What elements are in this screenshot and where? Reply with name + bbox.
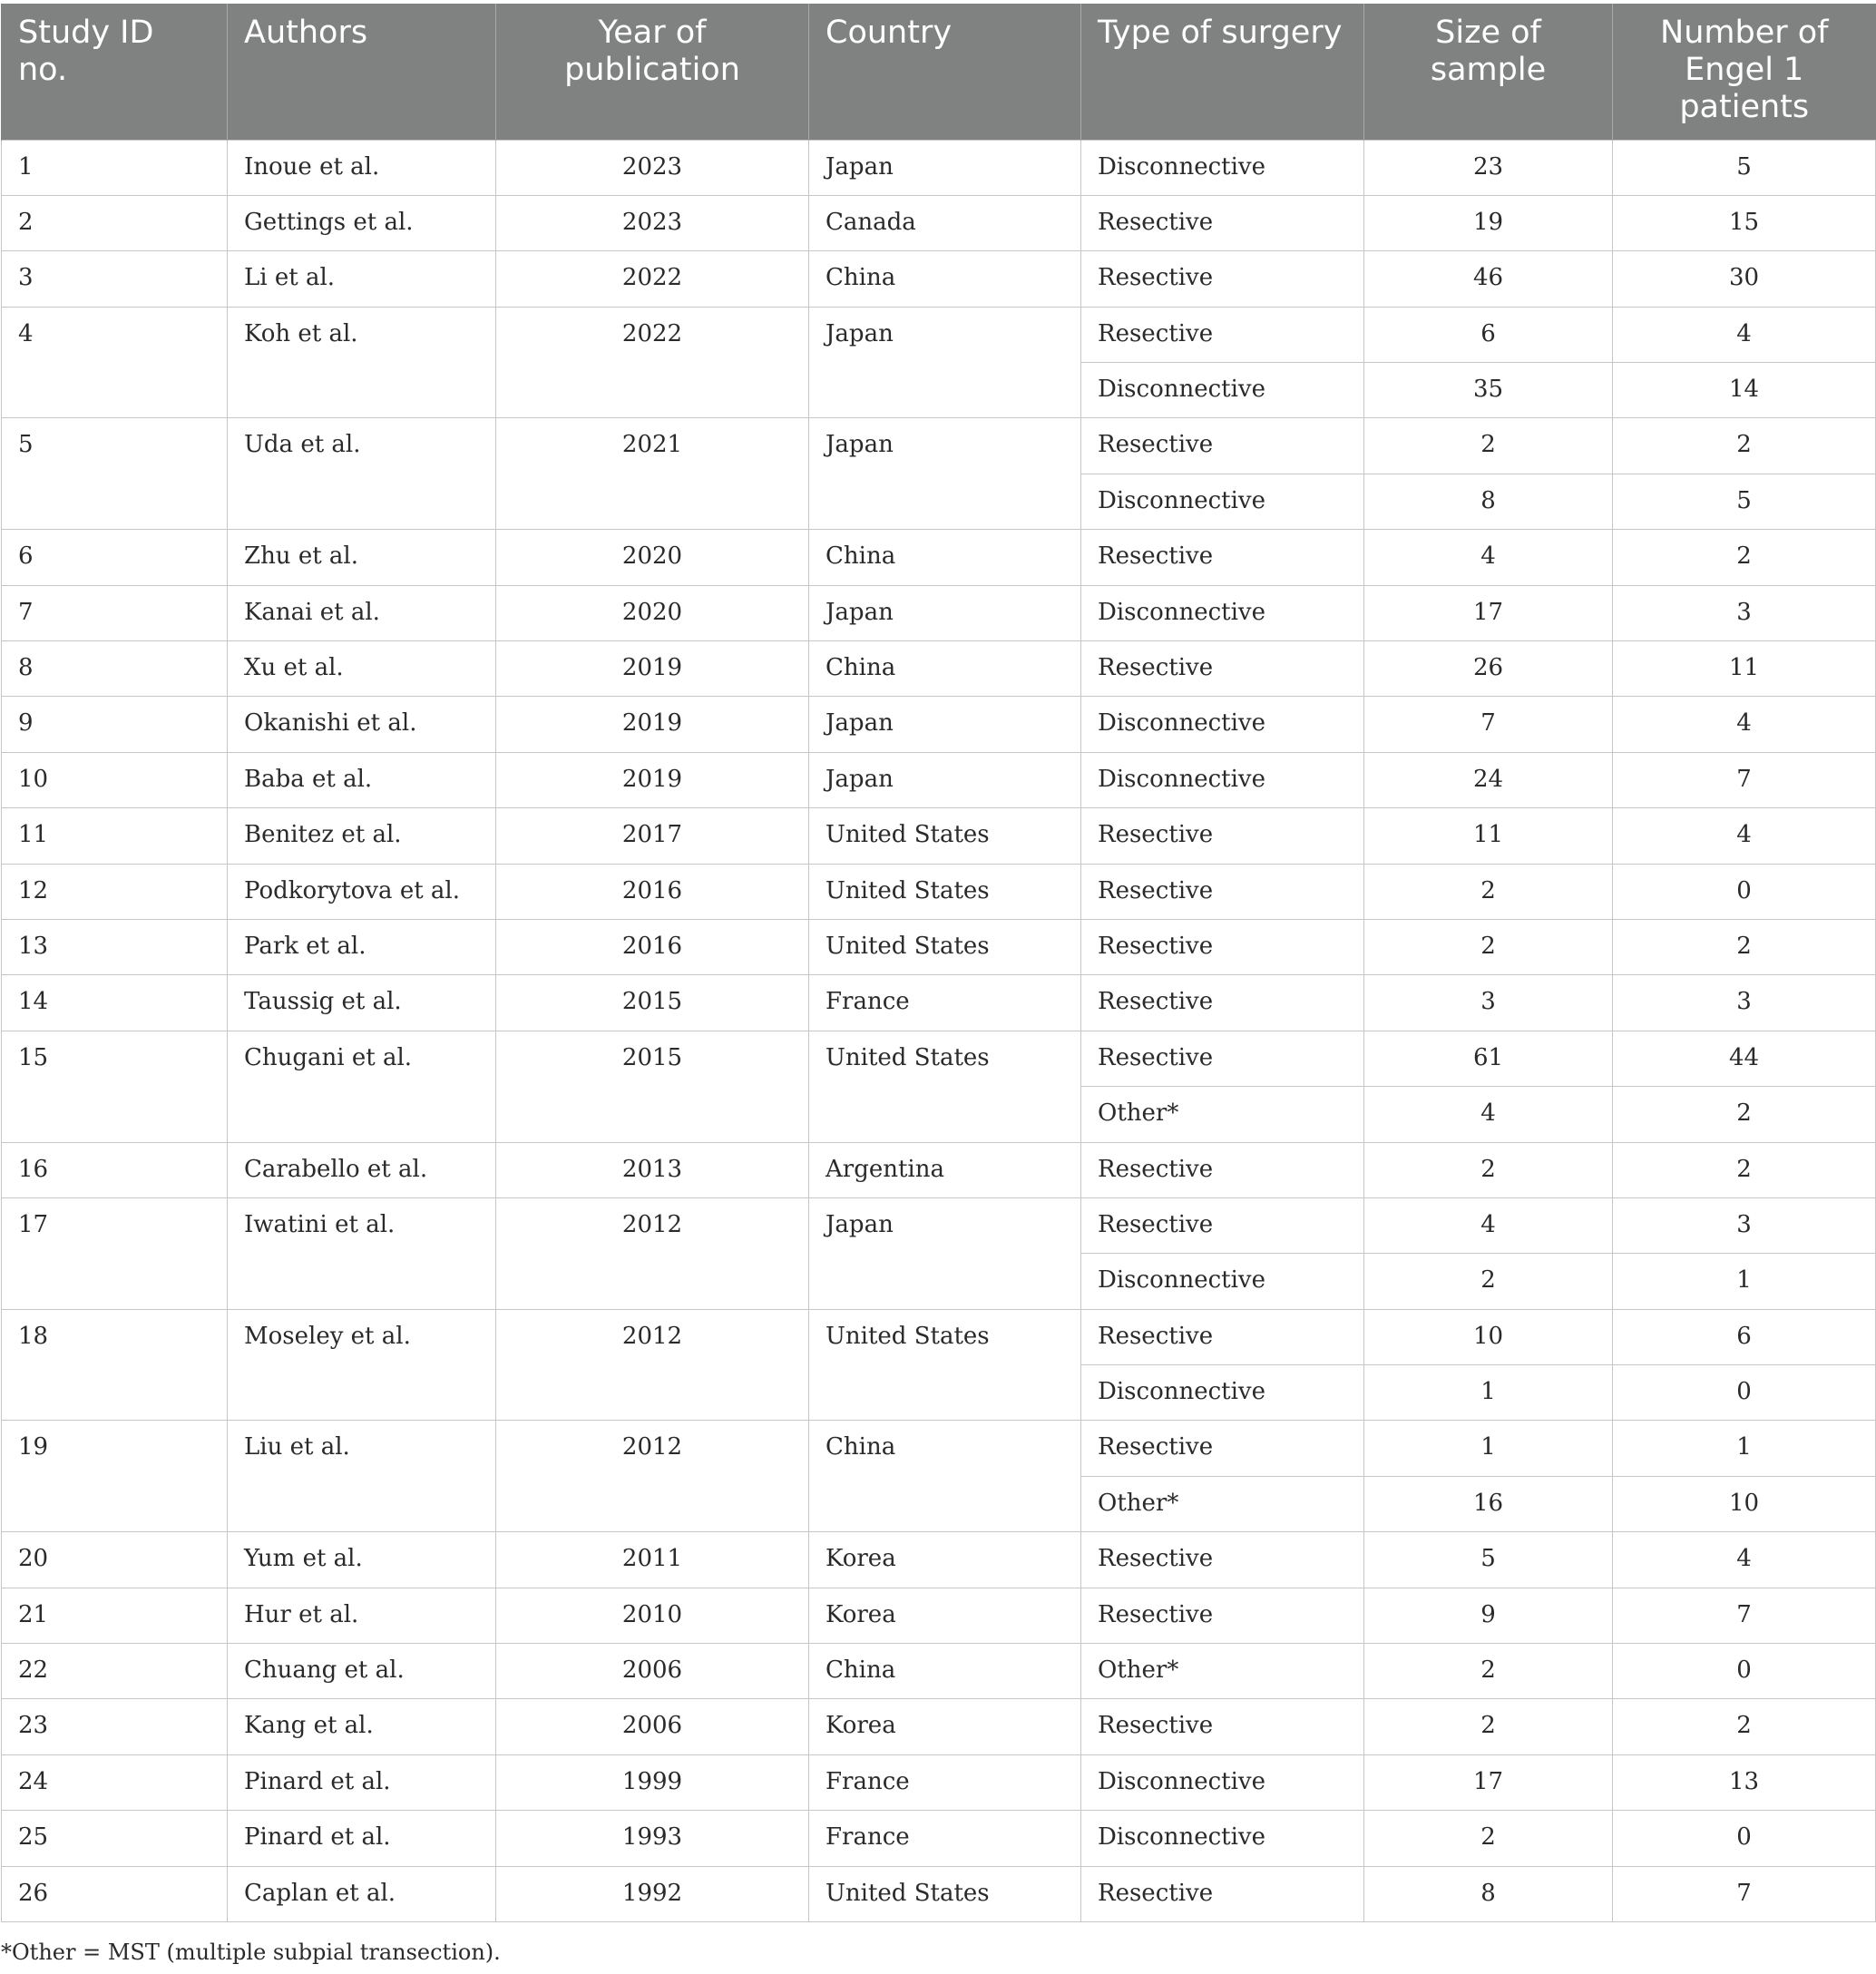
engel1-cell: 6 [1613, 1309, 1876, 1364]
engel1-cell: 11 [1613, 641, 1876, 697]
year-cell: 2021 [496, 418, 809, 530]
engel1-cell: 4 [1613, 808, 1876, 864]
country-cell: Korea [809, 1588, 1081, 1643]
table-row [2, 919, 1876, 974]
study-id-cell: 13 [2, 919, 228, 974]
year-cell: 2020 [496, 585, 809, 640]
table-row [2, 1588, 1876, 1643]
surgery-type-cell: Resective [1081, 251, 1364, 307]
engel1-cell: 2 [1613, 1142, 1876, 1197]
authors-cell: Benitez et al. [228, 808, 496, 864]
year-cell: 1992 [496, 1866, 809, 1921]
table-row [2, 864, 1876, 919]
sample-size-cell: 2 [1364, 864, 1613, 919]
table-row [2, 530, 1876, 585]
surgery-type-cell: Other* [1081, 1476, 1364, 1531]
sample-size-cell: 17 [1364, 585, 1613, 640]
study-id-cell: 25 [2, 1811, 228, 1866]
surgery-type-cell: Resective [1081, 1309, 1364, 1364]
country-cell: France [809, 1811, 1081, 1866]
surgery-type-cell: Resective [1081, 1588, 1364, 1643]
sample-size-cell: 2 [1364, 1142, 1613, 1197]
country-cell: Japan [809, 1197, 1081, 1309]
table-row [2, 752, 1876, 807]
country-cell: United States [809, 1309, 1081, 1421]
table-body [2, 140, 1876, 1922]
study-id-cell: 4 [2, 307, 228, 418]
year-cell: 2016 [496, 864, 809, 919]
authors-cell: Koh et al. [228, 307, 496, 418]
year-cell: 2016 [496, 919, 809, 974]
engel1-cell: 7 [1613, 1866, 1876, 1921]
sample-size-cell: 16 [1364, 1476, 1613, 1531]
surgery-type-cell: Disconnective [1081, 1365, 1364, 1421]
study-id-cell: 12 [2, 864, 228, 919]
table-row [2, 641, 1876, 697]
year-cell: 2020 [496, 530, 809, 585]
study-id-cell: 15 [2, 1031, 228, 1142]
sample-size-cell: 19 [1364, 195, 1613, 250]
study-id-cell: 7 [2, 585, 228, 640]
sample-size-cell: 5 [1364, 1532, 1613, 1588]
table-row [2, 1309, 1876, 1364]
table-row [2, 585, 1876, 640]
table-row [2, 1811, 1876, 1866]
country-cell: Korea [809, 1699, 1081, 1754]
sample-size-cell: 26 [1364, 641, 1613, 697]
surgery-type-cell: Resective [1081, 1197, 1364, 1253]
table-row [2, 1532, 1876, 1588]
header-sample-size: Size of sample [1364, 4, 1613, 140]
study-id-cell: 19 [2, 1421, 228, 1532]
year-cell: 2015 [496, 1031, 809, 1142]
study-id-cell: 10 [2, 752, 228, 807]
header-engel1: Number of Engel 1 patients [1613, 4, 1876, 140]
surgery-type-cell: Resective [1081, 641, 1364, 697]
study-id-cell: 14 [2, 975, 228, 1031]
authors-cell: Inoue et al. [228, 140, 496, 195]
sample-size-cell: 2 [1364, 1811, 1613, 1866]
authors-cell: Zhu et al. [228, 530, 496, 585]
engel1-cell: 10 [1613, 1476, 1876, 1531]
country-cell: Japan [809, 140, 1081, 195]
sample-size-cell: 1 [1364, 1365, 1613, 1421]
authors-cell: Okanishi et al. [228, 697, 496, 752]
sample-size-cell: 2 [1364, 1699, 1613, 1754]
authors-cell: Taussig et al. [228, 975, 496, 1031]
study-id-cell: 8 [2, 641, 228, 697]
engel1-cell: 2 [1613, 418, 1876, 474]
engel1-cell: 0 [1613, 864, 1876, 919]
country-cell: China [809, 530, 1081, 585]
table-row [2, 1421, 1876, 1476]
engel1-cell: 5 [1613, 140, 1876, 195]
year-cell: 2010 [496, 1588, 809, 1643]
surgery-type-cell: Disconnective [1081, 474, 1364, 529]
sample-size-cell: 1 [1364, 1421, 1613, 1476]
study-id-cell: 1 [2, 140, 228, 195]
authors-cell: Moseley et al. [228, 1309, 496, 1421]
year-cell: 2011 [496, 1532, 809, 1588]
table-row [2, 1699, 1876, 1754]
table-header [2, 4, 1876, 140]
study-id-cell: 11 [2, 808, 228, 864]
table-row [2, 697, 1876, 752]
table-row [2, 1754, 1876, 1810]
surgery-type-cell: Resective [1081, 1031, 1364, 1086]
engel1-cell: 0 [1613, 1365, 1876, 1421]
study-id-cell: 16 [2, 1142, 228, 1197]
sample-size-cell: 9 [1364, 1588, 1613, 1643]
table-row [2, 1866, 1876, 1921]
table-row [2, 307, 1876, 362]
studies-table [1, 4, 1876, 1922]
header-study-id: Study ID no. [2, 4, 228, 140]
engel1-cell: 1 [1613, 1421, 1876, 1476]
surgery-type-cell: Resective [1081, 808, 1364, 864]
authors-cell: Park et al. [228, 919, 496, 974]
table-row [2, 140, 1876, 195]
year-cell: 2012 [496, 1421, 809, 1532]
surgery-type-cell: Other* [1081, 1087, 1364, 1142]
country-cell: Japan [809, 585, 1081, 640]
surgery-type-cell: Resective [1081, 1699, 1364, 1754]
sample-size-cell: 3 [1364, 975, 1613, 1031]
authors-cell: Chugani et al. [228, 1031, 496, 1142]
sample-size-cell: 2 [1364, 1254, 1613, 1309]
table-footnote: *Other = MST (multiple subpial transection). [1, 1940, 501, 1965]
authors-cell: Gettings et al. [228, 195, 496, 250]
surgery-type-cell: Disconnective [1081, 1754, 1364, 1810]
surgery-type-cell: Disconnective [1081, 752, 1364, 807]
engel1-cell: 13 [1613, 1754, 1876, 1810]
study-id-cell: 20 [2, 1532, 228, 1588]
year-cell: 1993 [496, 1811, 809, 1866]
sample-size-cell: 35 [1364, 363, 1613, 418]
surgery-type-cell: Resective [1081, 919, 1364, 974]
engel1-cell: 4 [1613, 697, 1876, 752]
study-id-cell: 2 [2, 195, 228, 250]
surgery-type-cell: Other* [1081, 1644, 1364, 1699]
country-cell: France [809, 1754, 1081, 1810]
engel1-cell: 0 [1613, 1811, 1876, 1866]
sample-size-cell: 24 [1364, 752, 1613, 807]
country-cell: Japan [809, 697, 1081, 752]
sample-size-cell: 10 [1364, 1309, 1613, 1364]
country-cell: China [809, 641, 1081, 697]
sample-size-cell: 8 [1364, 474, 1613, 529]
study-id-cell: 5 [2, 418, 228, 530]
header-country: Country [809, 4, 1081, 140]
country-cell: China [809, 1421, 1081, 1532]
country-cell: Canada [809, 195, 1081, 250]
engel1-cell: 7 [1613, 752, 1876, 807]
authors-cell: Baba et al. [228, 752, 496, 807]
country-cell: France [809, 975, 1081, 1031]
table-row [2, 808, 1876, 864]
engel1-cell: 14 [1613, 363, 1876, 418]
sample-size-cell: 4 [1364, 530, 1613, 585]
sample-size-cell: 61 [1364, 1031, 1613, 1086]
country-cell: United States [809, 1031, 1081, 1142]
engel1-cell: 2 [1613, 919, 1876, 974]
sample-size-cell: 2 [1364, 919, 1613, 974]
study-id-cell: 18 [2, 1309, 228, 1421]
surgery-type-cell: Resective [1081, 530, 1364, 585]
year-cell: 2022 [496, 307, 809, 418]
table-row [2, 1142, 1876, 1197]
study-id-cell: 26 [2, 1866, 228, 1921]
study-id-cell: 17 [2, 1197, 228, 1309]
sample-size-cell: 46 [1364, 251, 1613, 307]
year-cell: 1999 [496, 1754, 809, 1810]
year-cell: 2013 [496, 1142, 809, 1197]
engel1-cell: 3 [1613, 585, 1876, 640]
authors-cell: Hur et al. [228, 1588, 496, 1643]
engel1-cell: 44 [1613, 1031, 1876, 1086]
authors-cell: Caplan et al. [228, 1866, 496, 1921]
surgery-type-cell: Resective [1081, 1421, 1364, 1476]
table-row [2, 1197, 1876, 1253]
authors-cell: Liu et al. [228, 1421, 496, 1532]
sample-size-cell: 8 [1364, 1866, 1613, 1921]
table-row [2, 1644, 1876, 1699]
surgery-type-cell: Disconnective [1081, 697, 1364, 752]
engel1-cell: 2 [1613, 1699, 1876, 1754]
surgery-type-cell: Disconnective [1081, 585, 1364, 640]
country-cell: United States [809, 1866, 1081, 1921]
year-cell: 2019 [496, 697, 809, 752]
authors-cell: Chuang et al. [228, 1644, 496, 1699]
sample-size-cell: 6 [1364, 307, 1613, 362]
year-cell: 2023 [496, 140, 809, 195]
table-row [2, 975, 1876, 1031]
surgery-type-cell: Disconnective [1081, 363, 1364, 418]
country-cell: China [809, 1644, 1081, 1699]
surgery-type-cell: Resective [1081, 1142, 1364, 1197]
year-cell: 2019 [496, 641, 809, 697]
authors-cell: Xu et al. [228, 641, 496, 697]
country-cell: China [809, 251, 1081, 307]
engel1-cell: 1 [1613, 1254, 1876, 1309]
table-row [2, 418, 1876, 474]
engel1-cell: 2 [1613, 1087, 1876, 1142]
study-id-cell: 6 [2, 530, 228, 585]
sample-size-cell: 17 [1364, 1754, 1613, 1810]
sample-size-cell: 11 [1364, 808, 1613, 864]
header-authors: Authors [228, 4, 496, 140]
country-cell: Japan [809, 418, 1081, 530]
country-cell: United States [809, 808, 1081, 864]
engel1-cell: 3 [1613, 975, 1876, 1031]
year-cell: 2019 [496, 752, 809, 807]
country-cell: United States [809, 864, 1081, 919]
surgery-type-cell: Disconnective [1081, 140, 1364, 195]
year-cell: 2012 [496, 1309, 809, 1421]
sample-size-cell: 2 [1364, 1644, 1613, 1699]
study-id-cell: 22 [2, 1644, 228, 1699]
engel1-cell: 2 [1613, 530, 1876, 585]
year-cell: 2006 [496, 1644, 809, 1699]
header-year: Year of publication [496, 4, 809, 140]
authors-cell: Kanai et al. [228, 585, 496, 640]
sample-size-cell: 23 [1364, 140, 1613, 195]
country-cell: United States [809, 919, 1081, 974]
header-row [2, 4, 1876, 140]
country-cell: Japan [809, 752, 1081, 807]
sample-size-cell: 4 [1364, 1087, 1613, 1142]
surgery-type-cell: Resective [1081, 418, 1364, 474]
engel1-cell: 15 [1613, 195, 1876, 250]
authors-cell: Li et al. [228, 251, 496, 307]
authors-cell: Uda et al. [228, 418, 496, 530]
surgery-type-cell: Resective [1081, 195, 1364, 250]
engel1-cell: 4 [1613, 1532, 1876, 1588]
surgery-type-cell: Resective [1081, 975, 1364, 1031]
engel1-cell: 7 [1613, 1588, 1876, 1643]
country-cell: Argentina [809, 1142, 1081, 1197]
sample-size-cell: 4 [1364, 1197, 1613, 1253]
authors-cell: Pinard et al. [228, 1811, 496, 1866]
study-id-cell: 3 [2, 251, 228, 307]
country-cell: Korea [809, 1532, 1081, 1588]
authors-cell: Iwatini et al. [228, 1197, 496, 1309]
table-row [2, 1031, 1876, 1086]
year-cell: 2015 [496, 975, 809, 1031]
engel1-cell: 0 [1613, 1644, 1876, 1699]
surgery-type-cell: Resective [1081, 1532, 1364, 1588]
authors-cell: Pinard et al. [228, 1754, 496, 1810]
surgery-type-cell: Disconnective [1081, 1811, 1364, 1866]
engel1-cell: 30 [1613, 251, 1876, 307]
table-row [2, 251, 1876, 307]
engel1-cell: 3 [1613, 1197, 1876, 1253]
year-cell: 2012 [496, 1197, 809, 1309]
study-id-cell: 23 [2, 1699, 228, 1754]
study-id-cell: 21 [2, 1588, 228, 1643]
year-cell: 2022 [496, 251, 809, 307]
surgery-type-cell: Resective [1081, 864, 1364, 919]
year-cell: 2017 [496, 808, 809, 864]
year-cell: 2023 [496, 195, 809, 250]
surgery-type-cell: Resective [1081, 1866, 1364, 1921]
sample-size-cell: 7 [1364, 697, 1613, 752]
authors-cell: Podkorytova et al. [228, 864, 496, 919]
surgery-type-cell: Resective [1081, 307, 1364, 362]
authors-cell: Yum et al. [228, 1532, 496, 1588]
header-surgery-type: Type of surgery [1081, 4, 1364, 140]
year-cell: 2006 [496, 1699, 809, 1754]
authors-cell: Kang et al. [228, 1699, 496, 1754]
surgery-type-cell: Disconnective [1081, 1254, 1364, 1309]
study-id-cell: 9 [2, 697, 228, 752]
authors-cell: Carabello et al. [228, 1142, 496, 1197]
table-row [2, 195, 1876, 250]
engel1-cell: 4 [1613, 307, 1876, 362]
sample-size-cell: 2 [1364, 418, 1613, 474]
study-id-cell: 24 [2, 1754, 228, 1810]
engel1-cell: 5 [1613, 474, 1876, 529]
country-cell: Japan [809, 307, 1081, 418]
